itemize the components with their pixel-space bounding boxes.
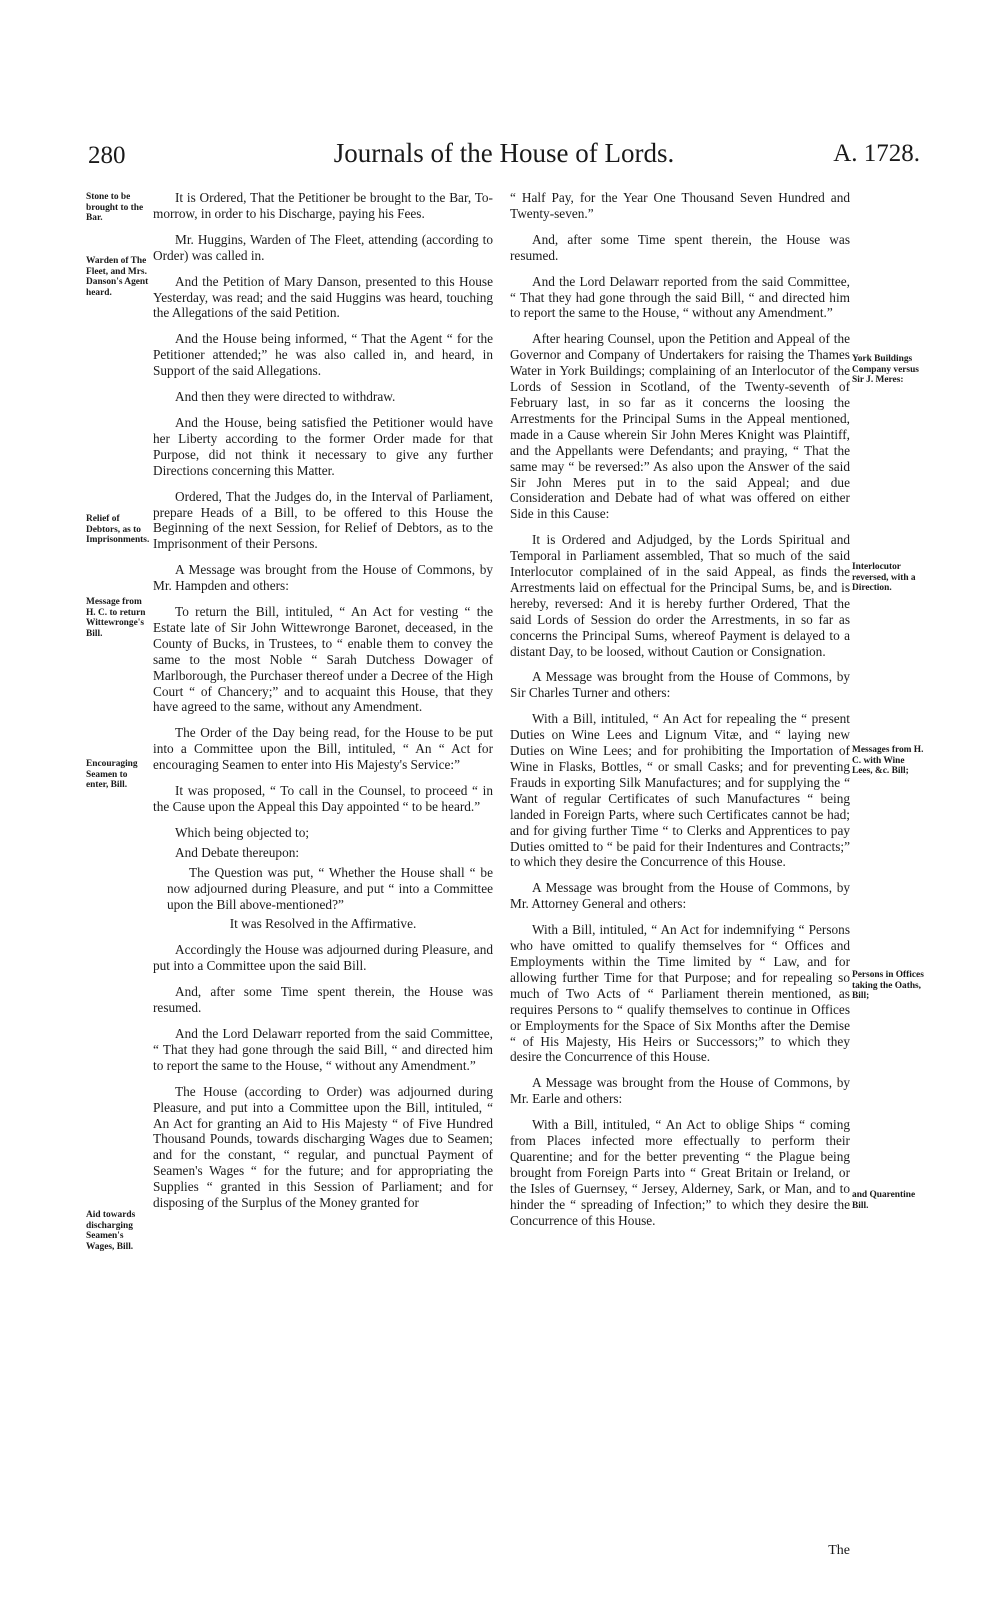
margin-note: Aid towards discharging Seamen's Wages, Bill. [86,1210,136,1252]
paragraph: And, after some Time spent therein, the House was resumed. [510,231,850,263]
paragraph: Ordered, That the Judges do, in the Interval of Parliament, prepare Heads of a Bill, to be offered to this House the Beginning of the next Session, for Relief of Debtors, as to the Imprisonment of their Persons. [153,488,493,552]
running-title: Journals of the House of Lords. [333,138,675,168]
margin-note: York Buildings Company versus Sir J. Meres: [852,354,919,385]
margin-note: Persons in Offices taking the Oaths, Bill; [852,970,924,1001]
paragraph: Accordingly the House was adjourned during Pleasure, and put into a Committee upon the said Bill. [153,942,493,974]
paragraph: And the Lord Delawarr reported from the said Committee, “ That they had gone through the said Bill, “ and directed him to report the same to the House, “ without any Amendment.” [153,1025,493,1073]
paragraph: It was Resolved in the Affirmative. [229,916,417,932]
paragraph: With a Bill, intituled, “ An Act for repealing the “ present Duties on Wine Lees and Lignum Vitæ, and “ laying new Duties on Wine Lees; and for prohibiting the Importation of Wine in Flasks, Bottles, “ or small Casks; and for preventing Frauds in exporting Silk Manufactures; and for supplying the “ Want of regular Certificates of such Manufactures “ being landed in Foreign Parts, where such Certificates cannot be had; and for giving further Time “ to Clerks and Apprentices to pay Duties omitted to “ be paid for their Indentures and Contracts;” to which they desire the Concurrence of this House. [510,711,850,870]
paragraph: And the Petition of Mary Danson, presented to this House Yesterday, was read; and the said Huggins was heard, touching the Allegations of the said Petition. [153,273,493,321]
left-column [153,190,493,1221]
paragraph: A Message was brought from the House of Commons, by Mr. Attorney General and others: [510,880,850,912]
paragraph: It is Ordered and Adjudged, by the Lords Spiritual and Temporal in Parliament assembled, That so much of the said Interlocutor complained of in the said Appeal, as finds the Arrestments laid on effectual for the Principal Sums, be, and is hereby, reversed: And it is hereby further Ordered, That the said Lords of Session do order the Arrestments, in so far as concerns the Principal Sums, whereof Payment is delayed to a distant Day, to be loosed, without Caution or Consignation. [510,532,850,659]
page-number: 280 [88,142,126,169]
paragraph: The Order of the Day being read, for the House to be put into a Committee upon the Bill, intituled, “ An “ Act for encouraging Seamen to enter into His Majesty's Service:” [153,725,493,773]
margin-note: Encouraging Seamen to enter, Bill. [86,759,138,790]
paragraph: To return the Bill, intituled, “ An Act for vesting “ the Estate late of Sir John Wittewronge Baronet, deceased, in the County of Bucks, in Trustees, to “ enable them to convey the same to the most Noble “ Sarah Dutchess Dowager of Marlborough, the Purchaser thereof under a Decree of the High Court “ of Chancery;” and to acquaint this House, that they have agreed to the same, without any Amendment. [153,604,493,715]
paragraph: It is Ordered, That the Petitioner be brought to the Bar, To-morrow, in order to his Discharge, paying his Fees. [153,190,493,221]
margin-note: Stone to be brought to the Bar. [86,192,144,223]
margin-note: Message from H. C. to return Wittewronge's Bill. [86,597,146,639]
margin-note: and Quarentine Bill. [852,1190,916,1211]
page-header [88,138,920,178]
margin-note: Interlocutor reversed, with a Direction. [852,562,916,593]
paragraph: “ Half Pay, for the Year One Thousand Seven Hundred and Twenty-seven.” [510,190,850,221]
paragraph: It was proposed, “ To call in the Counsel, to proceed “ in the Cause upon the Appeal this Day appointed “ to be heard.” [153,783,493,814]
paragraph: And the House, being satisfied the Petitioner would have her Liberty according to the former Order made for that Purpose, did not think it necessary to give any further Directions concerning this Matter. [153,414,493,478]
paragraph: Which being objected to; [175,824,310,840]
catchword: The [828,1543,850,1558]
paragraph: The House (according to Order) was adjourned during Pleasure, and put into a Committee upon the Bill, intituled, “ An Act for granting an Aid to His Majesty “ of Five Hundred Thousand Pounds, towards discharging Wages due to Seamen; and for the constant, “ regular, and punctual Payment of Seamen's Wages “ for the future; and for appropriating the Supplies “ granted in this Session of Parliament; and for disposing of the Surplus of the Money granted for [153,1083,493,1211]
paragraph: A Message was brought from the House of Commons, by Sir Charles Turner and others: [510,669,850,701]
paragraph: And Debate thereupon: [175,844,300,860]
margin-note: Warden of The Fleet, and Mrs. Danson's Agent heard. [86,256,149,298]
paragraph: And the House being informed, “ That the Agent “ for the Petitioner attended;” he was also called in, and heard, in Support of the said Allegations. [153,331,493,379]
paragraph: A Message was brought from the House of Commons, by Mr. Hampden and others: [153,562,493,594]
paragraph: A Message was brought from the House of Commons, by Mr. Earle and others: [510,1075,850,1107]
margin-note: Messages from H. C. with Wine Lees, &c. Bill; [852,745,924,776]
paragraph: After hearing Counsel, upon the Petition and Appeal of the Governor and Company of Undertakers for raising the Thames Water in York Buildings; complaining of an Interlocutor of the Lords of Session in Scotland, of the Twenty-seventh of February last, in so far as it concerns the loosing the Arrestments for the Principal Sums in the Appeal mentioned, made in a Cause wherein Sir John Meres Knight was Plaintiff, and the Appellants were Defendants; and praying, “ That the same may “ be reversed:” As also upon the Answer of the said Sir John Meres put in to the said Appeal; and due Consideration and Debate had of what was offered on either Side in this Cause: [510,331,850,522]
paragraph: The Question was put, “ Whether the House shall “ be now adjourned during Pleasure, and put “ into a Committee upon the Bill above-mentioned?” [167,864,493,912]
paragraph: And, after some Time spent therein, the House was resumed. [153,984,493,1016]
page-year: A. 1728. [833,140,920,167]
paragraph: With a Bill, intituled, “ An Act to oblige Ships “ coming from Places infected more effectually to perform their Quarentine; and for the better preventing “ the Plague being brought from Foreign Parts into “ Great Britain or Ireland, or the Isles of Guernsey, “ Jersey, Alderney, Sark, or Man, and to hinder the “ spreading of Infection;” to which they desire the Concurrence of this House. [510,1117,850,1228]
paragraph: Mr. Huggins, Warden of The Fleet, attending (according to Order) was called in. [153,231,493,263]
right-column [510,190,850,1238]
paragraph: And the Lord Delawarr reported from the said Committee, “ That they had gone through the said Bill, “ and directed him to report the same to the House, “ without any Amendment.” [510,273,850,321]
margin-note: Relief of Debtors, as to Imprisonments. [86,514,150,545]
paragraph: With a Bill, intituled, “ An Act for indemnifying “ Persons who have omitted to qualify themselves for “ Offices and Employments within the Time limited by “ Law, and for allowing further Time for that Purpose; and for repealing so much of Two Acts of “ Parliament therein mentioned, as requires Persons to “ qualify themselves to continue in Offices or Employments for the Space of Six Months after the Demise “ of His Majesty, His Heirs or Successors;” to which they desire the Concurrence of this House. [510,922,850,1065]
paragraph: And then they were directed to withdraw. [175,389,396,405]
